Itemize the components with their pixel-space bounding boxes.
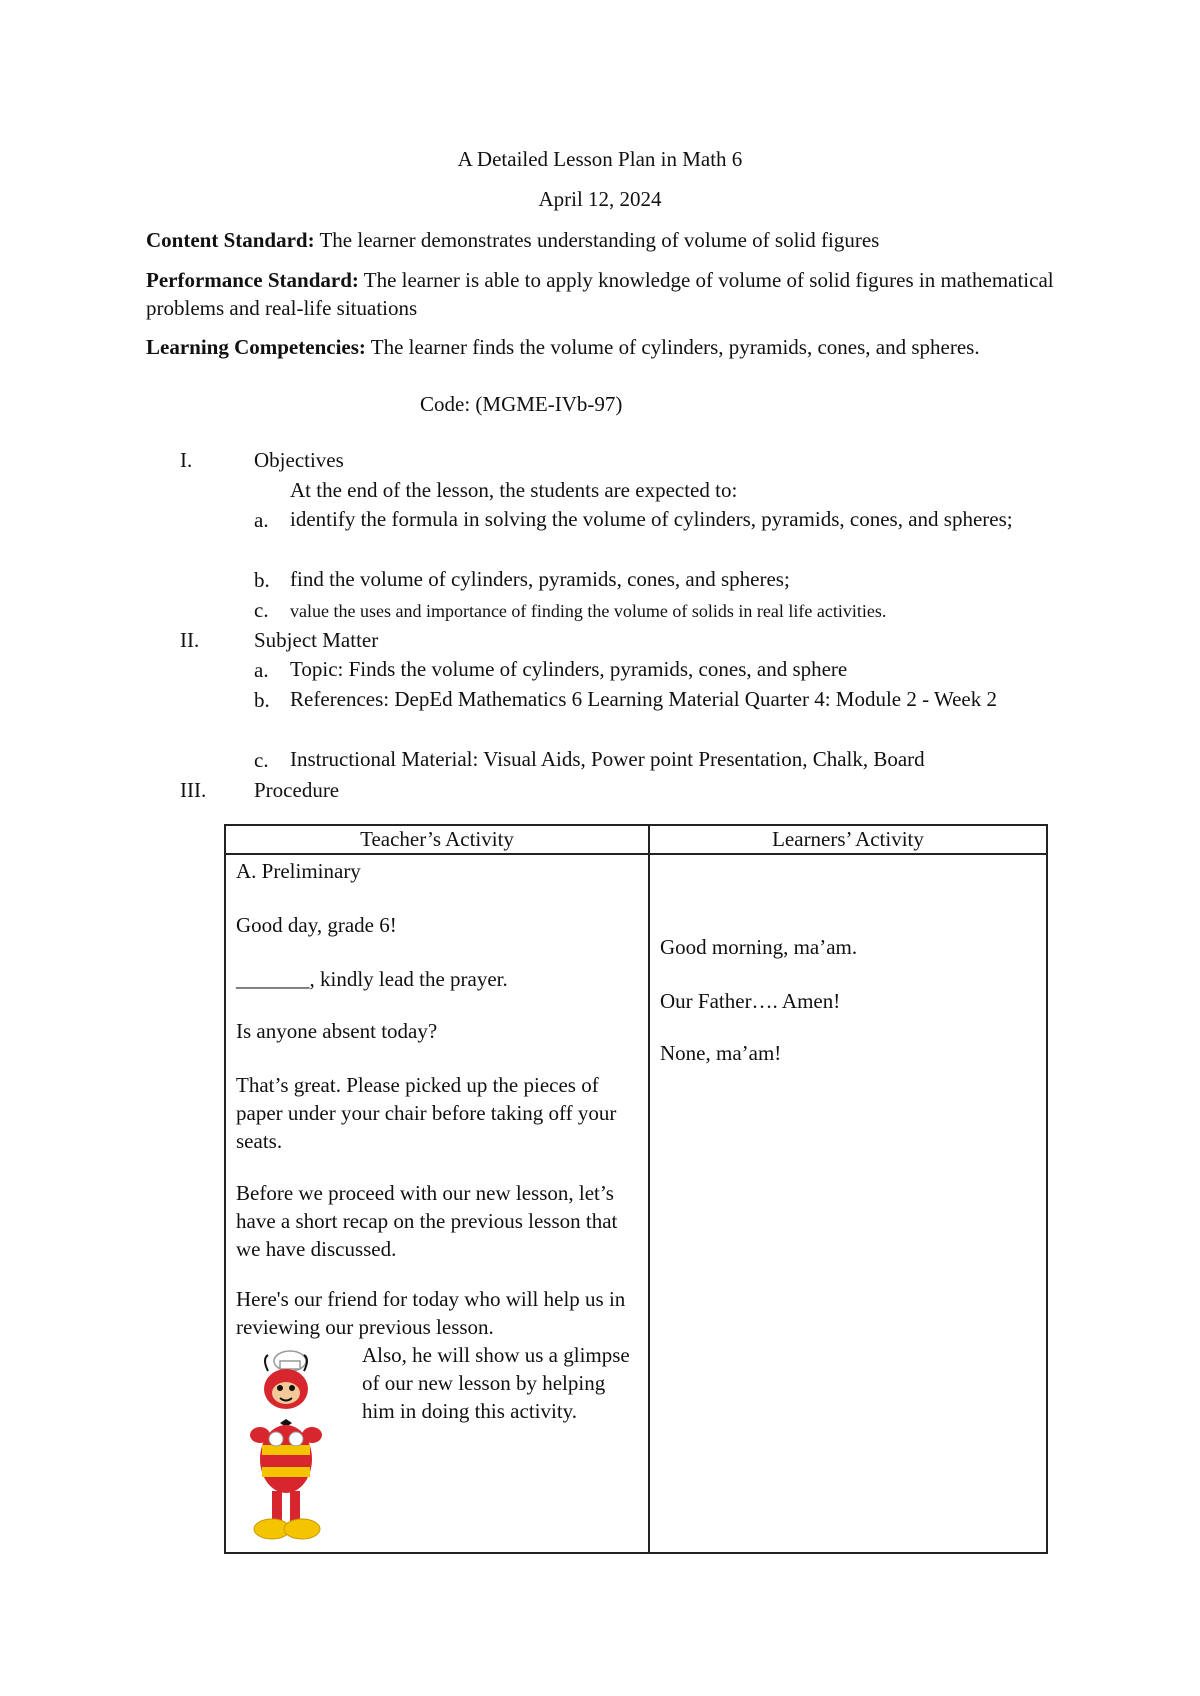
performance-standard-label: Performance Standard: <box>146 268 359 292</box>
procedure-title: Procedure <box>254 778 340 802</box>
objective-c-letter: c. <box>254 598 269 622</box>
performance-standard-text: The learner is able to apply knowledge of volume of solid figures in mathematical problems and real-life situations <box>146 268 1054 320</box>
learners-activity-header: Learners’ Activity <box>649 825 1047 854</box>
objective-a-text: identify the formula in solving the volume of cylinders, pyramids, cones, and spheres; <box>290 507 1013 531</box>
objective-b-letter: b. <box>254 568 270 592</box>
procedure-numeral: III. <box>180 778 207 802</box>
teacher-line-greeting: Good day, grade 6! <box>236 913 397 937</box>
subject-a-text: Topic: Finds the volume of cylinders, pyramids, cones, and sphere <box>290 657 848 681</box>
learner-line-prayer: Our Father…. Amen! <box>660 989 841 1013</box>
competency-code: Code: (MGME-IVb-97) <box>420 392 623 416</box>
mascot-caption: Also, he will show us a glimpse of our new lesson by helping him in doing this activity. <box>362 1343 630 1423</box>
preliminary-heading: A. Preliminary <box>236 859 361 883</box>
teacher-line-attendance: Is anyone absent today? <box>236 1019 438 1043</box>
teacher-line-friend: Here's our friend for today who will help us in reviewing our previous lesson. <box>236 1287 626 1339</box>
learners-activity-cell <box>649 854 1047 1553</box>
learner-line-greeting: Good morning, ma’am. <box>660 935 858 959</box>
performance-standard <box>146 266 1058 322</box>
teacher-activity-header: Teacher’s Activity <box>225 825 649 854</box>
teacher-line-prayer: _______, kindly lead the prayer. <box>236 967 508 991</box>
learning-competencies-label: Learning Competencies: <box>146 335 366 359</box>
subject-b-letter: b. <box>254 688 270 712</box>
bee-mascot-illustration <box>238 1349 334 1549</box>
teacher-line-cleanup: That’s great. Please picked up the pieces of paper under your chair before taking off your seats. <box>236 1073 617 1153</box>
objectives-title: Objectives <box>254 448 344 472</box>
document-date: April 12, 2024 <box>538 187 662 211</box>
teacher-line-recap: Before we proceed with our new lesson, let’s have a short recap on the previous lesson that we have discussed. <box>236 1181 618 1261</box>
learning-competencies-text: The learner finds the volume of cylinders, pyramids, cones, and spheres. <box>365 335 980 359</box>
objectives-intro: At the end of the lesson, the students are expected to: <box>290 478 738 502</box>
subject-a-letter: a. <box>254 658 269 682</box>
learner-line-attendance: None, ma’am! <box>660 1041 782 1065</box>
subject-c-text: Instructional Material: Visual Aids, Power point Presentation, Chalk, Board <box>290 747 925 771</box>
subject-matter-title: Subject Matter <box>254 628 379 652</box>
document-title: A Detailed Lesson Plan in Math 6 <box>457 147 743 171</box>
objective-b-text: find the volume of cylinders, pyramids, cones, and spheres; <box>290 567 790 591</box>
content-standard-text: The learner demonstrates understanding of volume of solid figures <box>314 228 880 252</box>
subject-matter-numeral: II. <box>180 628 200 652</box>
objectives-numeral: I. <box>180 448 193 472</box>
objective-a-letter: a. <box>254 508 269 532</box>
learning-competencies <box>146 333 1058 361</box>
subject-b-text: References: DepEd Mathematics 6 Learning Material Quarter 4: Module 2 - Week 2 <box>290 687 997 711</box>
teacher-activity-cell <box>225 854 649 1553</box>
content-standard-label: Content Standard: <box>146 228 315 252</box>
content-standard <box>146 226 1058 254</box>
subject-c-letter: c. <box>254 748 269 772</box>
procedure-table <box>224 824 1048 1554</box>
objective-c-text: value the uses and importance of finding the volume of solids in real life activities. <box>290 601 887 621</box>
